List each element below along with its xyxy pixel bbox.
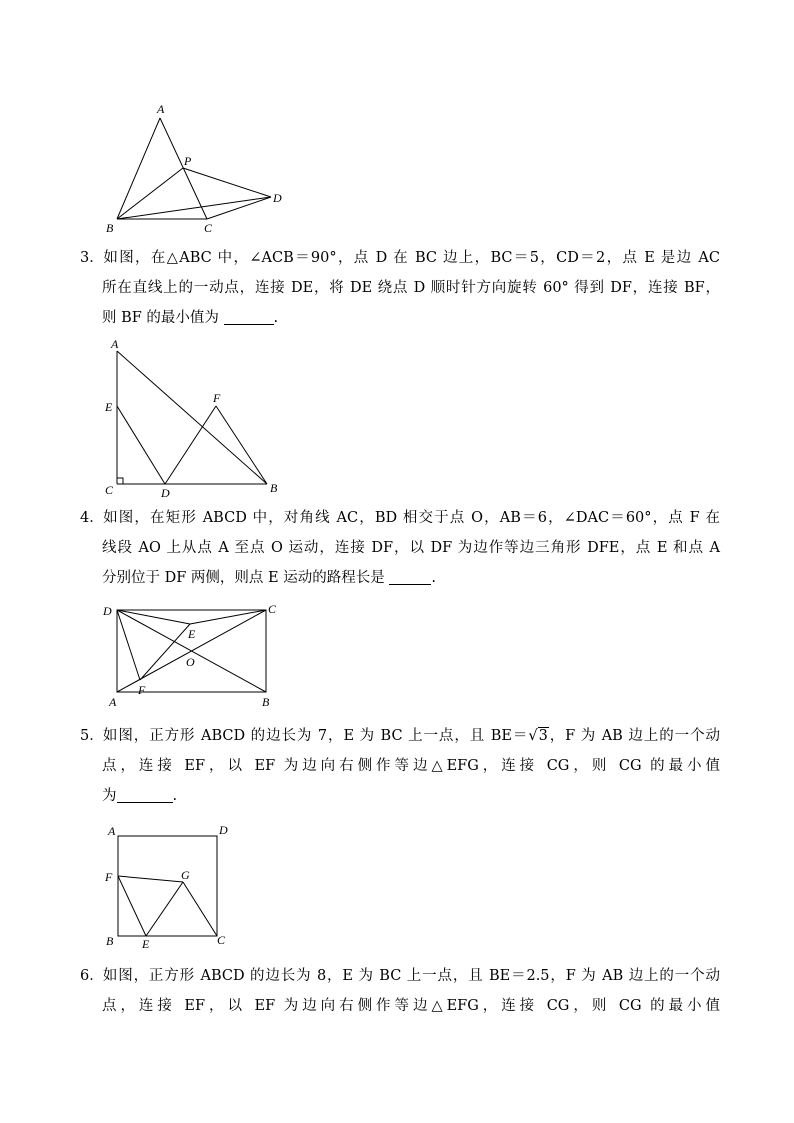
label-e: E: [142, 937, 150, 951]
question-5-line-1: 5．如图，正方形 ABCD 的边长为 7，E 为 BC 上一点，且 BE＝√3，F 为 AB 边上的一个动: [80, 721, 720, 751]
question-number: 3．: [80, 250, 104, 266]
label-a: A: [109, 695, 117, 709]
label-d: D: [273, 191, 282, 205]
question-5-line-2: 点，连接 EF，以 EF 为边向右侧作等边△EFG，连接 CG，则 CG 的最小值: [102, 758, 720, 774]
label-e: E: [188, 627, 196, 641]
label-c: C: [105, 483, 114, 497]
label-b: B: [106, 934, 114, 948]
label-d: D: [219, 823, 228, 837]
question-6-line-1: 6．如图，正方形 ABCD 的边长为 8，E 为 BC 上一点，且 BE＝2.5，F 为 AB 边上的一个动: [80, 961, 720, 991]
question-3-line-2: 所在直线上的一动点，连接 DE，将 DE 绕点 D 顺时针方向旋转 60° 得到 DF，连接 BF，: [102, 280, 720, 296]
label-c: C: [217, 933, 226, 947]
label-a: A: [157, 102, 165, 116]
label-o: O: [186, 655, 195, 669]
question-number: 4．: [80, 510, 104, 526]
label-b: B: [262, 695, 270, 709]
label-b: B: [270, 481, 278, 495]
label-d: D: [161, 486, 170, 500]
figure-rectangle-dfe-drawing: [0, 595, 794, 715]
question-5-line-3: 为 .: [102, 788, 178, 804]
question-6-line-2: 点，连接 EF，以 EF 为边向右侧作等边△EFG，连接 CG，则 CG 的最小值: [102, 998, 720, 1014]
question-number: 6．: [80, 968, 104, 984]
label-d: D: [103, 604, 112, 618]
label-a: A: [111, 337, 119, 351]
answer-blank[interactable]: [224, 310, 274, 325]
answer-blank[interactable]: [117, 788, 173, 803]
label-a: A: [108, 824, 116, 838]
question-3-line-1: 3．如图，在△ABC 中，∠ACB＝90°，点 D 在 BC 边上，BC＝5，CD＝2，点 E 是边 AC: [80, 243, 720, 273]
figure-square-efg: [0, 820, 794, 955]
question-4-line-3: 分别位于 DF 两侧，则点 E 运动的路程长是 .: [102, 570, 436, 586]
figure-triangle-apd-drawing: [0, 0, 794, 240]
label-e: E: [105, 400, 113, 414]
question-3-line-3: 则 BF 的最小值为 .: [102, 310, 279, 326]
square-root: √3: [528, 728, 548, 744]
figure-right-triangle-edf: [0, 330, 794, 505]
label-b: B: [106, 221, 114, 235]
question-6: [80, 961, 720, 1021]
question-number: 5．: [80, 728, 104, 744]
figure-rectangle-dfe: [0, 595, 794, 715]
question-4-line-1: 4．如图，在矩形 ABCD 中，对角线 AC，BD 相交于点 O，AB＝6，∠DAC＝60°，点 F 在: [80, 503, 720, 533]
question-4-line-2: 线段 AO 上从点 A 至点 O 运动，连接 DF，以 DF 为边作等边三角形 DFE，点 E 和点 A: [102, 540, 720, 556]
figure-square-efg-drawing: [0, 820, 794, 955]
question-5: [80, 721, 720, 811]
label-f: F: [213, 391, 221, 405]
figure-triangle-apd: [0, 0, 794, 240]
label-g: G: [181, 868, 190, 882]
question-4: [80, 503, 720, 593]
answer-blank[interactable]: [389, 570, 431, 585]
figure-right-triangle-edf-drawing: [0, 330, 794, 505]
label-c: C: [204, 221, 213, 235]
label-c: C: [268, 602, 277, 616]
label-f: F: [105, 870, 113, 884]
label-f: F: [138, 683, 146, 697]
question-3: [80, 243, 720, 333]
label-p: P: [184, 154, 192, 168]
